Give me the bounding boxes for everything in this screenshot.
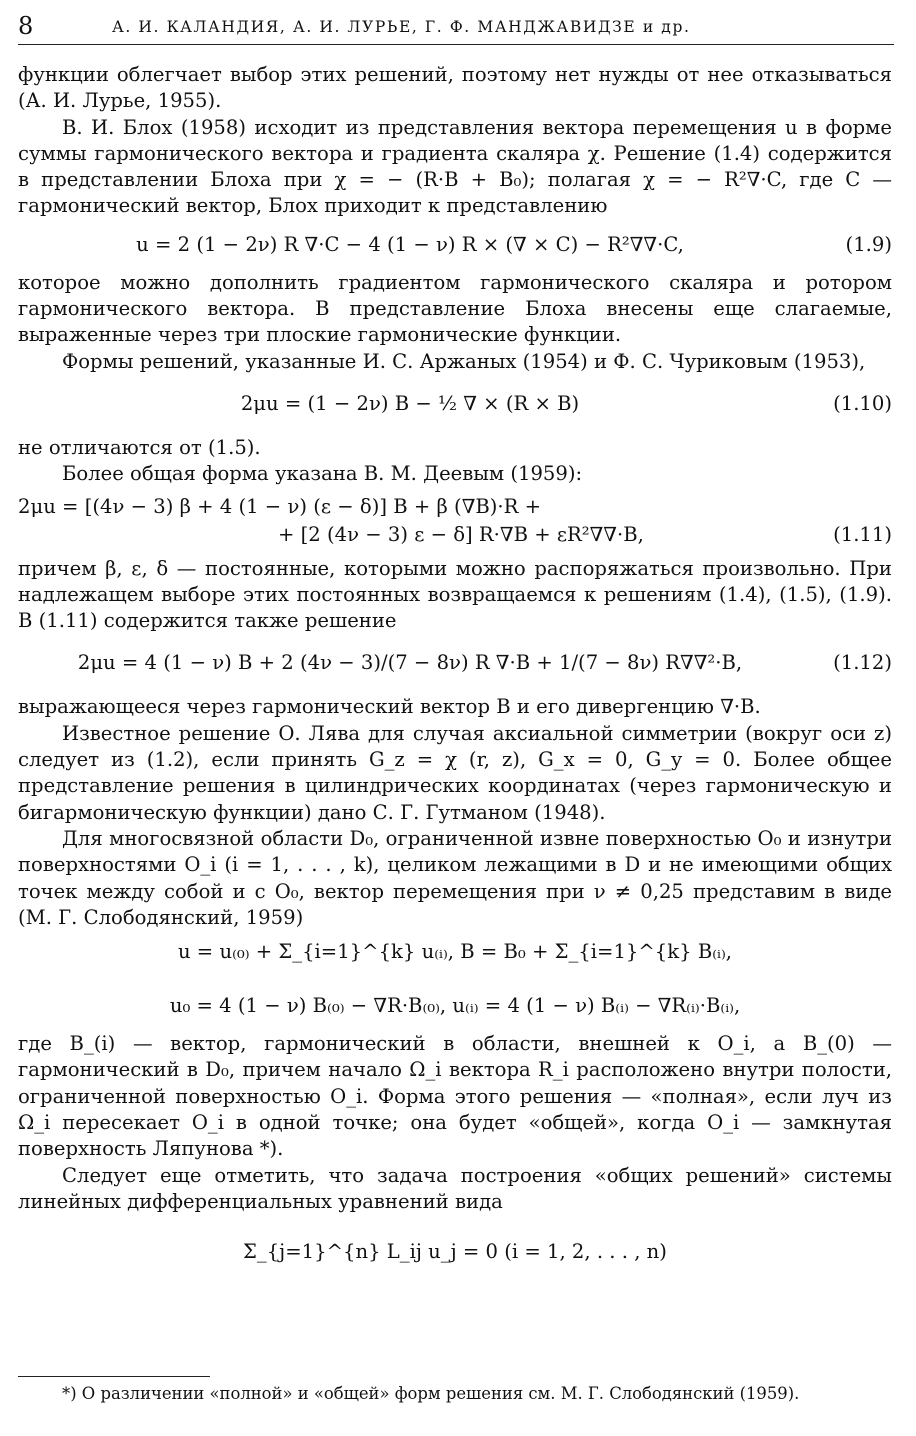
equation-1-9 bbox=[18, 220, 892, 270]
equation-line: + [2 (4ν − 3) ε − δ] R·∇B + εR²∇∇·B, bbox=[278, 522, 644, 546]
equation-formula: 2μu = 4 (1 − ν) B + 2 (4ν − 3)/(7 − 8ν) R ∇·B + 1/(7 − 8ν) R∇∇²·B, bbox=[77, 651, 743, 675]
equation-line: u = u₍₀₎ + Σ_{i=1}^{k} u₍ᵢ₎, B = B₀ + Σ_{i=1}^{k} B₍ᵢ₎, bbox=[177, 940, 733, 964]
equation-multiply-connected bbox=[18, 931, 892, 1031]
equation-1-12 bbox=[18, 634, 892, 694]
equation-number: (1.9) bbox=[845, 232, 892, 256]
page-number: 8 bbox=[18, 12, 34, 40]
paragraph: Более общая форма указана В. М. Деевым (1959): bbox=[62, 462, 583, 486]
equation-formula: Σ_{j=1}^{n} L_ij u_j = 0 (i = 1, 2, . . . , n) bbox=[243, 1240, 667, 1264]
paragraph: которое можно дополнить градиентом гармонического скаляра и ротором гармонического вектора. В представление Блоха внесены еще слагаемые, выраженные через три плоские гармонические функции. bbox=[18, 270, 892, 347]
equation-number: (1.11) bbox=[833, 522, 892, 546]
equation-1-10 bbox=[18, 375, 892, 435]
paragraph: Следует еще отметить, что задача построения «общих решений» системы линейных дифференциальных уравнений вида bbox=[18, 1163, 892, 1213]
paragraph: выражающееся через гармонический вектор B и его дивергенцию ∇·B. bbox=[18, 695, 761, 719]
equation-number: (1.12) bbox=[833, 651, 892, 675]
paragraph: где B_(i) — вектор, гармонический в области, внешней к O_i, а B_(0) — гармонический в D₀, причем начало Ω_i вектора R_i расположено внутри полости, ограниченной поверхностью O_i. Форма этого решения — «полная», если луч из Ω_i пересекает O_i в одной точке; она будет «общей», когда O_i — замкнутая поверхность Ляпунова *). bbox=[18, 1032, 892, 1161]
equation-formula: u = 2 (1 − 2ν) R ∇·C − 4 (1 − ν) R × (∇ × C) − R²∇∇·C, bbox=[136, 232, 684, 256]
page-header bbox=[18, 10, 894, 45]
equation-line: 2μu = [(4ν − 3) β + 4 (1 − ν) (ε − δ)] B + β (∇B)·R + bbox=[18, 494, 542, 518]
paragraph: причем β, ε, δ — постоянные, которыми можно распоряжаться произвольно. При надлежащем выборе этих постоянных возвращаемся к решениям (1.4), (1.5), (1.9). В (1.11) содержится также решение bbox=[18, 556, 892, 633]
footnote: *) О различении «полной» и «общей» форм решения см. М. Г. Слободянский (1959). bbox=[62, 1384, 800, 1403]
paragraph: функции облегчает выбор этих решений, поэтому нет нужды от нее отказываться (А. И. Лурье, 1955). bbox=[18, 63, 892, 113]
equation-formula: 2μu = (1 − 2ν) B − ½ ∇ × (R × B) bbox=[240, 391, 580, 415]
paragraph: Известное решение О. Лява для случая аксиальной симметрии (вокруг оси z) следует из (1.2), если принять G_z = χ (r, z), G_x = 0, G_y = 0. Более общее представление решения в цилиндрических координатах (через гармоническую и бигармоническую функции) дано С. Г. Гутманом (1948). bbox=[18, 721, 892, 824]
equation-line: u₀ = 4 (1 − ν) B₍₀₎ − ∇R·B₍₀₎, u₍ᵢ₎ = 4 (1 − ν) B₍ᵢ₎ − ∇R₍ᵢ₎·B₍ᵢ₎, bbox=[169, 994, 741, 1018]
paragraph: В. И. Блох (1958) исходит из представления вектора перемещения u в форме суммы гармонического вектора и градиента скаляра χ. Решение (1.4) содержится в представлении Блоха при χ = − (R·B + B₀); полагая χ = − R²∇·C, где C — гармонический вектор, Блох приходит к представлению bbox=[18, 115, 892, 218]
equation-number: (1.10) bbox=[833, 391, 892, 415]
equation-system bbox=[18, 1215, 892, 1297]
body-text bbox=[18, 62, 892, 1297]
paragraph: не отличаются от (1.5). bbox=[18, 435, 261, 459]
footnote-rule bbox=[18, 1376, 210, 1377]
paragraph: Для многосвязной области D₀, ограниченной извне поверхностью O₀ и изнутри поверхностями O_i (i = 1, . . . , k), целиком лежащими в D и не имеющими общих точек между собой и с O₀, вектор перемещения при ν ≠ 0,25 представим в виде (М. Г. Слободянский, 1959) bbox=[18, 826, 892, 929]
running-title: А. И. КАЛАНДИЯ, А. И. ЛУРЬЕ, Г. Ф. МАНДЖАВИДЗЕ и др. bbox=[112, 18, 691, 36]
equation-1-11 bbox=[18, 490, 892, 552]
paragraph: Формы решений, указанные И. С. Аржаных (1954) и Ф. С. Чуриковым (1953), bbox=[62, 349, 866, 373]
